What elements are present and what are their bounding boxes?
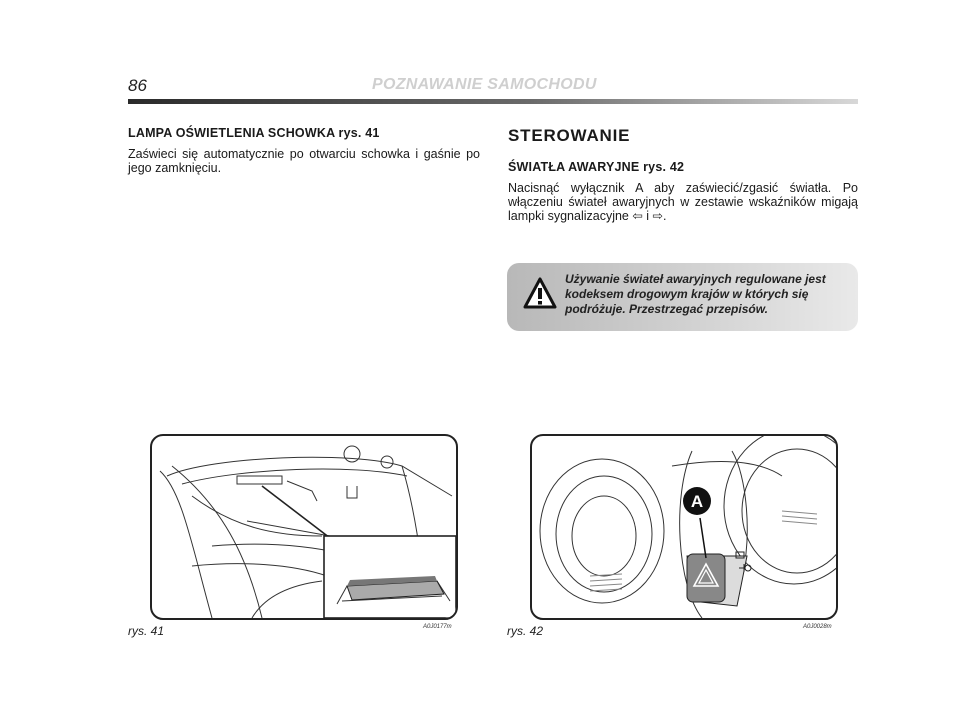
header-rule (128, 99, 858, 104)
figure-42-caption: rys. 42 (507, 624, 544, 638)
figure-glovebox-lamp (150, 434, 458, 620)
hazard-switch-illustration (532, 436, 836, 618)
left-column (128, 126, 480, 175)
right-column (508, 126, 858, 223)
warning-box (507, 263, 858, 331)
running-title: POZNAWANIE SAMOCHODU (372, 76, 597, 93)
figure-hazard-switch (530, 434, 838, 620)
glovebox-lamp-heading: LAMPA OŚWIETLENIA SCHOWKA rys. 41 (128, 126, 380, 140)
hazard-lights-heading: ŚWIATŁA AWARYJNE rys. 42 (508, 160, 685, 174)
glovebox-lamp-text: Zaświeci się automatycznie po otwarciu schowka i gaśnie po jego zamknięciu. (128, 147, 480, 175)
warning-triangle-icon (523, 277, 557, 309)
page-number: 86 (128, 76, 147, 95)
glovebox-illustration (152, 436, 456, 618)
chapter-title: STEROWANIE (508, 126, 631, 145)
figure-41-code: A0J0177m (423, 624, 452, 630)
switch-callout-label: A (690, 492, 704, 511)
hazard-lights-text: Nacisnąć wyłącznik A aby zaświecić/zgasić światła. Po włączeniu świateł awaryjnych w zestawie wskaźników migają lampki sygnalizacyjne ⇦ i ⇨. (508, 181, 858, 223)
warning-text: Używanie świateł awaryjnych regulowane jest kodeksem drogowym krajów w których się podróżuje. Przestrzegać przepisów. (565, 272, 826, 316)
figure-42-code: A0J0028m (803, 624, 832, 630)
figure-41-caption: rys. 41 (128, 624, 165, 638)
